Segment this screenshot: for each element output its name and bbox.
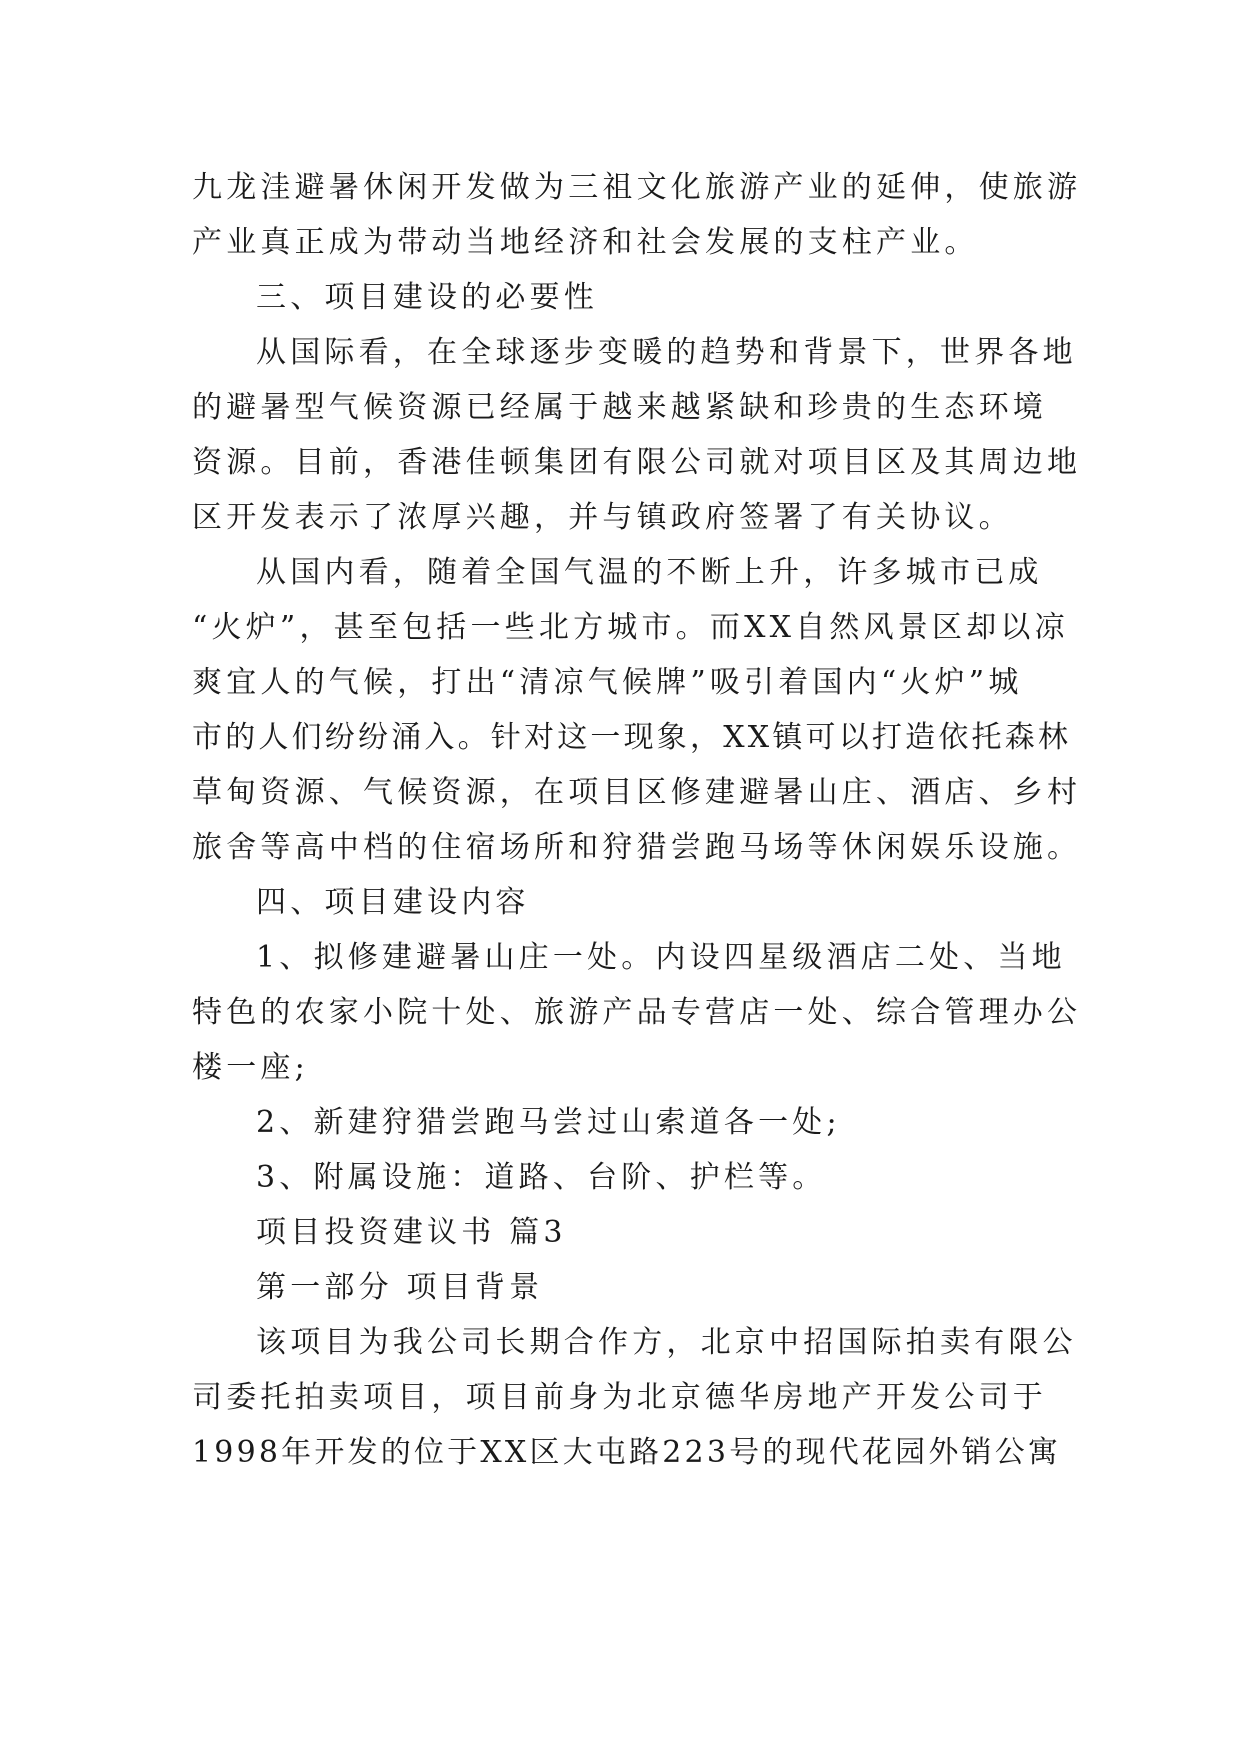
paragraph-line: 的避暑型气候资源已经属于越来越紧缺和珍贵的生态环境 xyxy=(192,390,1047,425)
paragraph-line: 司委托拍卖项目，项目前身为北京德华房地产开发公司于 xyxy=(192,1380,1047,1415)
list-item: 1、拟修建避暑山庄一处。内设四星级酒店二处、当地 xyxy=(256,940,1066,975)
section-heading: 三、项目建设的必要性 xyxy=(256,280,598,315)
section-heading: 四、项目建设内容 xyxy=(256,885,530,920)
document-body xyxy=(192,160,1082,1480)
section-heading: 项目投资建议书 篇3 xyxy=(256,1215,567,1250)
paragraph-line: 产业真正成为带动当地经济和社会发展的支柱产业。 xyxy=(192,225,979,260)
paragraph-line: 区开发表示了浓厚兴趣，并与镇政府签署了有关协议。 xyxy=(192,500,1013,535)
paragraph-line: 特色的农家小院十处、旅游产品专营店一处、综合管理办公 xyxy=(192,995,1082,1030)
section-heading: 第一部分 项目背景 xyxy=(256,1270,544,1305)
paragraph-line: 草甸资源、气候资源，在项目区修建避暑山庄、酒店、乡村 xyxy=(192,775,1082,810)
paragraph-line: 楼一座; xyxy=(192,1050,309,1085)
paragraph-line: 该项目为我公司长期合作方，北京中招国际拍卖有限公 xyxy=(256,1325,1077,1360)
paragraph-line: 资源。目前，香港佳顿集团有限公司就对项目区及其周边地 xyxy=(192,445,1082,480)
paragraph-line: 从国际看，在全球逐步变暖的趋势和背景下，世界各地 xyxy=(256,335,1077,370)
paragraph-line: 市的人们纷纷涌入。针对这一现象，XX镇可以打造依托森林 xyxy=(192,720,1072,755)
paragraph-line: 旅舍等高中档的住宿场所和狩猎尝跑马场等休闲娱乐设施。 xyxy=(192,830,1082,865)
list-item: 2、新建狩猎尝跑马尝过山索道各一处; xyxy=(256,1105,841,1140)
list-item: 3、附属设施：道路、台阶、护栏等。 xyxy=(256,1160,827,1195)
paragraph-line: 1998年开发的位于XX区大屯路223号的现代花园外销公寓 xyxy=(192,1435,1062,1470)
paragraph-line: 从国内看，随着全国气温的不断上升，许多城市已成 xyxy=(256,555,1043,590)
paragraph-line: 爽宜人的气候，打出“清凉气候牌”吸引着国内“火炉”城 xyxy=(192,665,1023,700)
paragraph-line: 九龙洼避暑休闲开发做为三祖文化旅游产业的延伸，使旅游 xyxy=(192,170,1082,205)
paragraph-line: “火炉”，甚至包括一些北方城市。而XX自然风景区却以凉 xyxy=(192,610,1069,645)
